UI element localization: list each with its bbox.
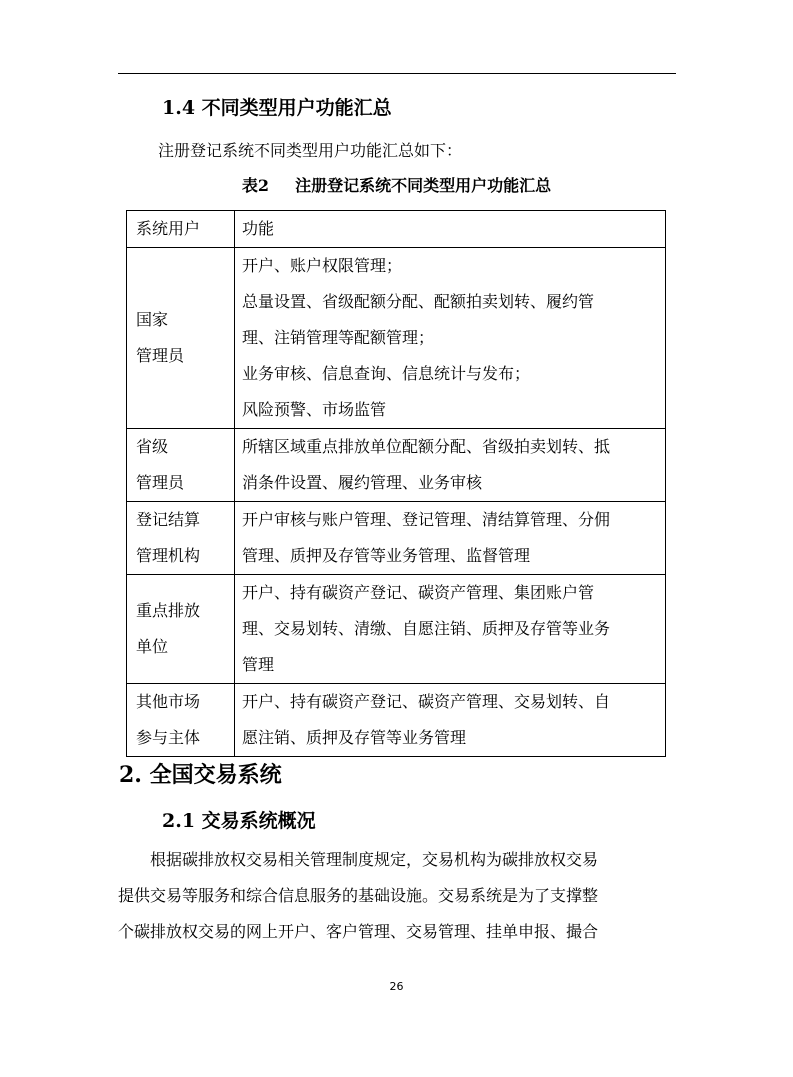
user-line: 重点排放 xyxy=(136,601,201,620)
function-line: 理、交易划转、清缴、自愿注销、质押及存管等业务 xyxy=(242,619,611,638)
user-cell xyxy=(127,248,235,429)
user-line: 省级 xyxy=(136,437,169,456)
function-cell xyxy=(235,429,666,502)
function-cell xyxy=(235,575,666,684)
table-row xyxy=(127,575,666,684)
user-line: 管理机构 xyxy=(136,546,201,565)
function-line: 开户、持有碳资产登记、碳资产管理、集团账户管 xyxy=(242,583,595,602)
intro-paragraph: 注册登记系统不同类型用户功能汇总如下： xyxy=(158,141,463,160)
function-line: 消条件设置、履约管理、业务审核 xyxy=(242,473,483,492)
page-number: 26 xyxy=(389,980,404,993)
function-line: 管理 xyxy=(242,655,275,674)
function-line: 愿注销、质押及存管等业务管理 xyxy=(242,728,467,747)
function-line: 所辖区域重点排放单位配额分配、省级拍卖划转、抵 xyxy=(242,437,611,456)
user-function-table xyxy=(126,210,666,757)
user-line: 其他市场 xyxy=(136,692,201,711)
section-heading-1-4: 1.4 不同类型用户功能汇总 xyxy=(162,97,392,119)
user-line: 单位 xyxy=(136,637,169,656)
function-line: 开户、持有碳资产登记、碳资产管理、交易划转、自 xyxy=(242,692,611,711)
header-rule xyxy=(118,73,676,74)
function-line: 开户审核与账户管理、登记管理、清结算管理、分佣 xyxy=(242,510,611,529)
user-cell xyxy=(127,684,235,757)
function-cell xyxy=(235,684,666,757)
function-line: 总量设置、省级配额分配、配额拍卖划转、履约管 xyxy=(242,292,595,311)
user-line: 登记结算 xyxy=(136,510,201,529)
user-line: 管理员 xyxy=(136,346,185,365)
function-cell xyxy=(235,502,666,575)
header-cell-user: 系统用户 xyxy=(127,211,235,248)
table-row xyxy=(127,502,666,575)
function-line: 理、注销管理等配额管理； xyxy=(242,328,435,347)
function-cell xyxy=(235,248,666,429)
body-paragraph-line: 个碳排放权交易的网上开户、客户管理、交易管理、挂单申报、撮合 xyxy=(118,922,599,941)
function-line: 开户、账户权限管理； xyxy=(242,256,403,275)
function-line: 业务审核、信息查询、信息统计与发布； xyxy=(242,364,531,383)
user-line: 参与主体 xyxy=(136,728,201,747)
table-caption-number: 表2 xyxy=(241,176,270,195)
user-cell xyxy=(127,575,235,684)
section-heading-2: 2. 全国交易系统 xyxy=(119,762,282,788)
table-row xyxy=(127,684,666,757)
table-header-row xyxy=(127,211,666,248)
user-line: 国家 xyxy=(136,310,169,329)
table-caption-text: 注册登记系统不同类型用户功能汇总 xyxy=(295,176,552,195)
function-line: 管理、质押及存管等业务管理、监督管理 xyxy=(242,546,531,565)
user-cell xyxy=(127,429,235,502)
table-row xyxy=(127,248,666,429)
header-cell-function: 功能 xyxy=(235,211,666,248)
section-heading-2-1: 2.1 交易系统概况 xyxy=(162,810,316,832)
body-paragraph-line: 提供交易等服务和综合信息服务的基础设施。交易系统是为了支撑整 xyxy=(118,886,599,905)
table-row xyxy=(127,429,666,502)
table-caption xyxy=(0,174,793,198)
user-line: 管理员 xyxy=(136,473,185,492)
body-paragraph-line: 根据碳排放权交易相关管理制度规定，交易机构为碳排放权交易 xyxy=(150,850,599,869)
function-line: 风险预警、市场监管 xyxy=(242,400,387,419)
user-cell xyxy=(127,502,235,575)
